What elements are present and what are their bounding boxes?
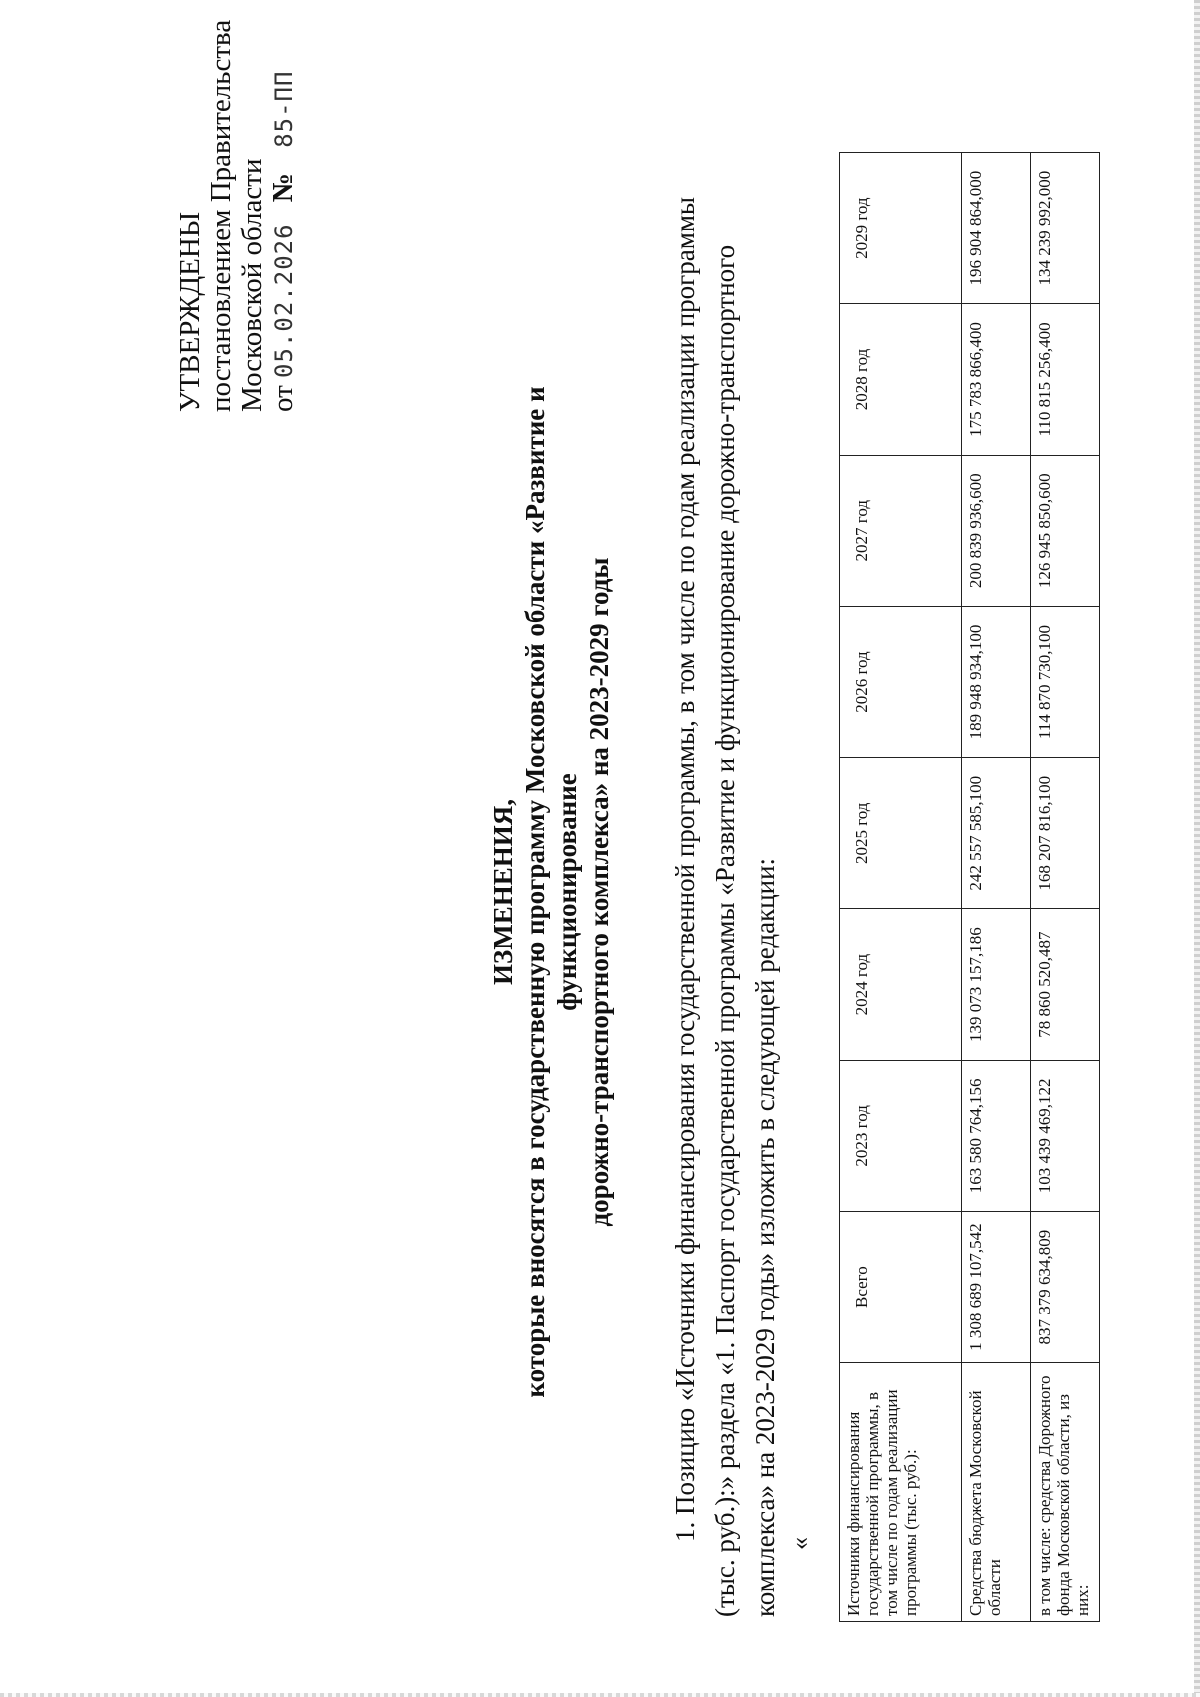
paragraph-line-2: (тыс. руб.):» раздела «1. Паспорт государственной программы «Развитие и функционирование дорожно-транспортного (710, 244, 740, 1617)
financing-table (839, 152, 1100, 1622)
row-1-2029: 196 904 864,000 (962, 153, 1031, 304)
header-2025: 2025 год (840, 758, 962, 909)
row-2-2029: 134 239 992,000 (1031, 153, 1100, 304)
header-2023: 2023 год (840, 1060, 962, 1211)
document-title (487, 322, 615, 1462)
rotated-page (25, 19, 1092, 1662)
row-2-source: в том числе: средства Дорожного фонда Московской области, из них: (1031, 1363, 1100, 1622)
title-line-3: дорожно-транспортного комплекса» на 2023-2029 годы (584, 557, 614, 1227)
row-2-2025: 168 207 816,100 (1031, 758, 1100, 909)
title-line-1: ИЗМЕНЕНИЯ, (488, 799, 518, 986)
row-2-2027: 126 945 850,600 (1031, 455, 1100, 606)
header-sources: Источники финансирования государственной программы, в том числе по годам реализации программы (тыс. руб.): (840, 1363, 962, 1622)
approval-heading: УТВЕРЖДЕНЫ (174, 211, 206, 412)
row-1-source: Средства бюджета Московской области (962, 1363, 1031, 1622)
row-1-total: 1 308 689 107,542 (962, 1212, 1031, 1363)
body-paragraph (665, 197, 785, 1617)
approval-from: от (267, 385, 299, 412)
row-2-2024: 78 860 520,487 (1031, 909, 1100, 1060)
scan-edge-bottom (0, 1693, 1200, 1697)
row-2-total: 837 379 634,809 (1031, 1212, 1100, 1363)
approval-line-3: Московской области (236, 158, 268, 412)
row-2-2023: 103 439 469,122 (1031, 1060, 1100, 1211)
paragraph-line-1: 1. Позицию «Источники финансирования государственной программы, в том числе по годам реализации программы (670, 196, 700, 1542)
header-2026: 2026 год (840, 606, 962, 757)
row-1-2027: 200 839 936,600 (962, 455, 1031, 606)
table-header-row (840, 153, 962, 1622)
header-2024: 2024 год (840, 909, 962, 1060)
row-2-2026: 114 870 730,100 (1031, 606, 1100, 757)
row-1-2026: 189 948 934,100 (962, 606, 1031, 757)
row-1-2025: 242 557 585,100 (962, 758, 1031, 909)
table-row (962, 153, 1031, 1622)
header-total: Всего (840, 1212, 962, 1363)
paragraph-line-3: комплекса» на 2023-2029 годы» изложить в следующей редакции: (750, 857, 780, 1617)
approval-date-line (268, 32, 300, 412)
header-2029: 2029 год (840, 153, 962, 304)
approval-number: 85-ПП (270, 70, 298, 148)
header-2028: 2028 год (840, 304, 962, 455)
approval-number-sign: № (267, 173, 299, 203)
header-2027: 2027 год (840, 455, 962, 606)
table-row (1031, 153, 1100, 1622)
approval-line-2: постановлением Правительства (205, 19, 237, 412)
row-2-2028: 110 815 256,400 (1031, 304, 1100, 455)
title-line-2: которые вносятся в государственную программу Московской области «Развитие и функционирование (520, 386, 582, 1398)
row-1-2028: 175 783 866,400 (962, 304, 1031, 455)
scan-edge-right (1194, 0, 1200, 1697)
opening-quote: « (785, 1537, 814, 1550)
approval-date: 05.02.2026 (270, 223, 298, 378)
row-1-2024: 139 073 157,186 (962, 909, 1031, 1060)
approval-block (174, 19, 300, 412)
row-1-2023: 163 580 764,156 (962, 1060, 1031, 1211)
